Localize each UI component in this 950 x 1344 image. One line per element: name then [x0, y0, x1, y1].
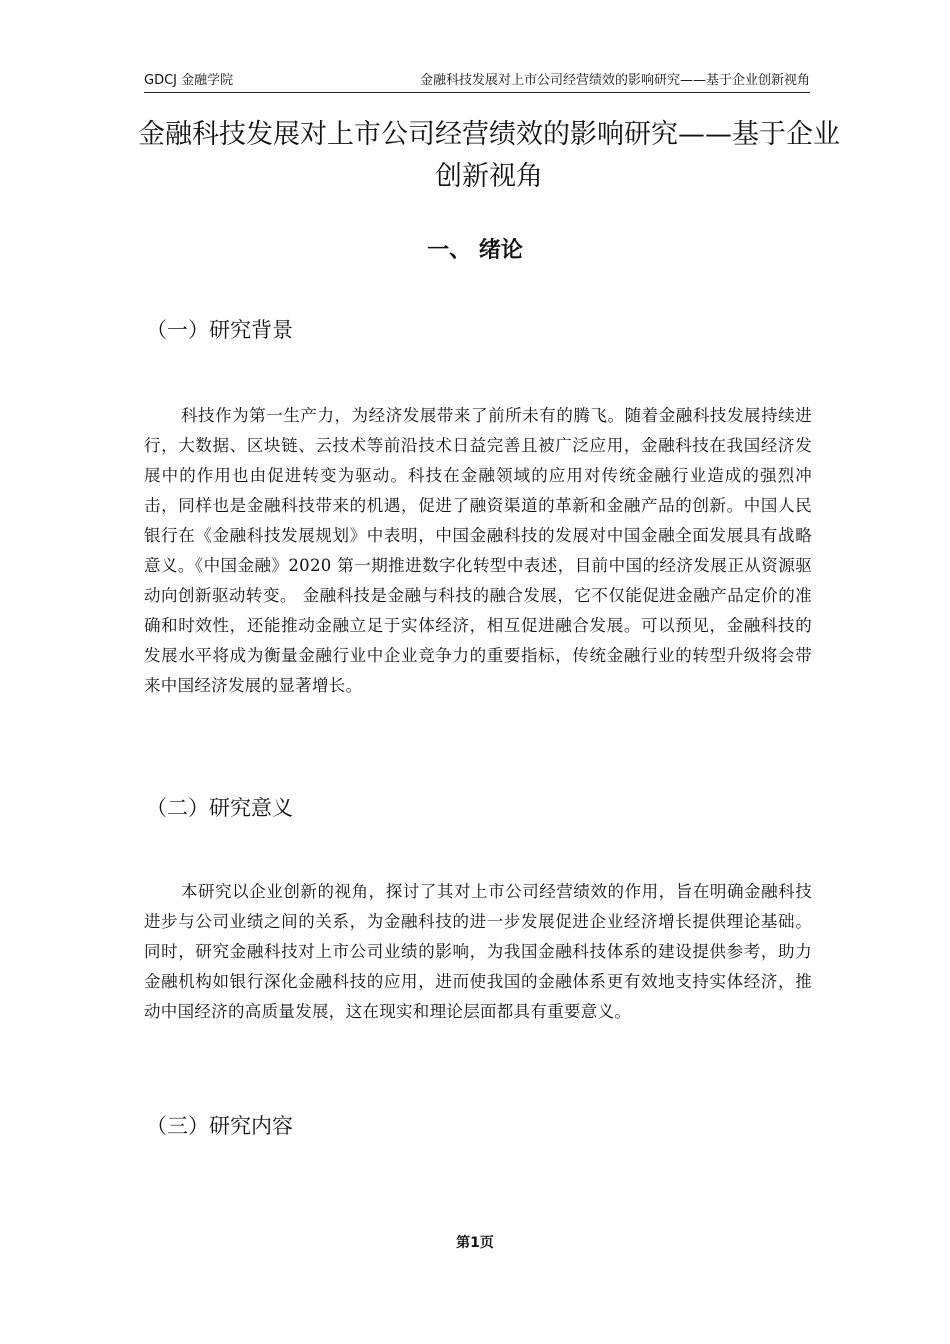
section-heading-content: （三）研究内容 — [146, 1114, 293, 1138]
section-heading-background: （一）研究背景 — [146, 318, 293, 342]
paragraph-background: 科技作为第一生产力，为经济发展带来了前所未有的腾飞。随着金融科技发展持续进行，大数据、区块链、云技术等前沿技术日益完善且被广泛应用，金融科技在我国经济发展中的作用也由促进转变为驱动。科技在金融领域的应用对传统金融行业造成的强烈冲击，同样也是金融科技带来的机遇，促进了融资渠道的革新和金融产品的创新。中国人民银行在《金融科技发展规划》中表明，中国金融科技的发展对中国金融全面发展具有战略意义。《中国金融》2020 第一期推进数字化转型中表述，目前中国的经济发展正从资源驱动向创新驱动转变。 金融科技是金融与科技的融合发展，它不仅能促进金融产品定价的准确和时效性，还能推动金融立足于实体经济，相互促进融合发展。可以预见，金融科技的发展水平将成为衡量金融行业中企业竞争力的重要指标，传统金融行业的转型升级将会带来中国经济发展的显著增长。 — [144, 406, 812, 695]
chapter-heading: 一、 绪论 — [427, 238, 523, 263]
header-paper-title: 金融科技发展对上市公司经营绩效的影响研究——基于企业创新视角 — [419, 73, 810, 88]
page-number: 第1页 — [456, 1235, 494, 1251]
paper-title: 金融科技发展对上市公司经营绩效的影响研究——基于企业创新视角 — [138, 119, 840, 192]
running-header — [144, 72, 810, 93]
paragraph-significance: 本研究以企业创新的视角，探讨了其对上市公司经营绩效的作用，旨在明确金融科技进步与公司业绩之间的关系，为金融科技的进一步发展促进企业经济增长提供理论基础。同时，研究金融科技对上市公司业绩的影响，为我国金融科技体系的建设提供参考，助力金融机构如银行深化金融科技的应用，进而使我国的金融体系更有效地支持实体经济，推动中国经济的高质量发展，这在现实和理论层面都具有重要意义。 — [144, 882, 812, 1021]
header-institution: GDCJ 金融学院 — [144, 73, 234, 88]
section-heading-significance: （二）研究意义 — [146, 796, 293, 820]
